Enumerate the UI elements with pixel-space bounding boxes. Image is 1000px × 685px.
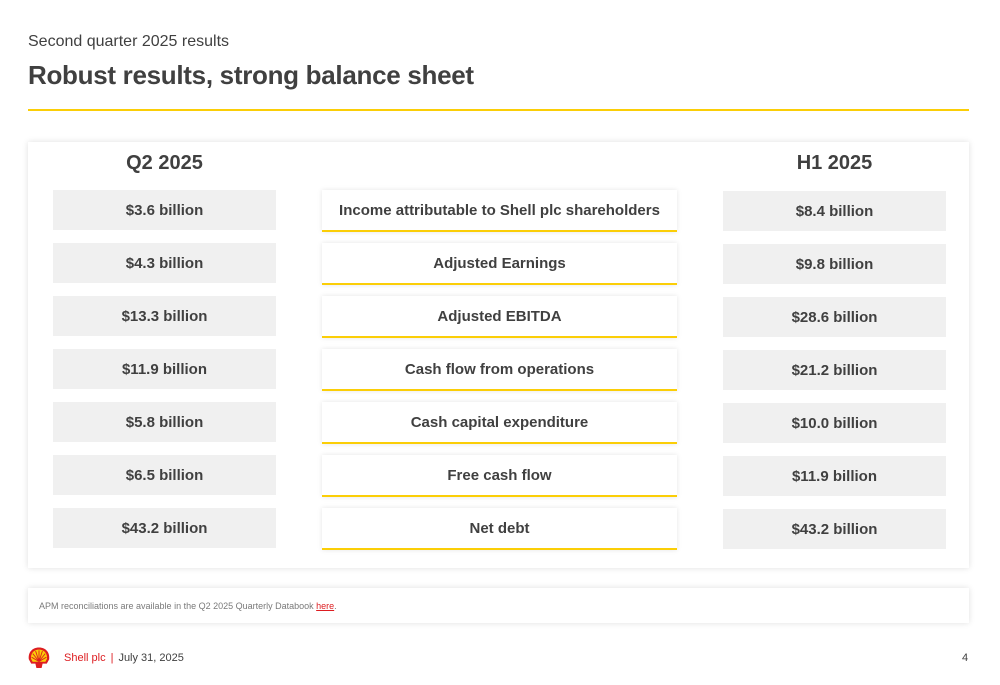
q2-column-heading: Q2 2025 xyxy=(126,152,203,174)
metric-label: Cash capital expenditure xyxy=(322,402,677,444)
q2-value: $4.3 billion xyxy=(53,243,276,283)
h1-value: $9.8 billion xyxy=(723,244,946,284)
q2-value: $5.8 billion xyxy=(53,402,276,442)
title-divider xyxy=(28,109,969,111)
footnote-box xyxy=(28,588,969,623)
footer xyxy=(64,652,184,664)
footnote-body: APM reconciliations are available in the Q2 2025 Quarterly Databook xyxy=(39,600,317,611)
h1-value: $28.6 billion xyxy=(723,297,946,337)
footnote-text xyxy=(39,601,337,611)
metric-label: Free cash flow xyxy=(322,455,677,497)
databook-link[interactable]: here xyxy=(316,600,335,611)
metric-label: Cash flow from operations xyxy=(322,349,677,391)
footer-brand: Shell plc xyxy=(64,652,106,664)
page-title: Robust results, strong balance sheet xyxy=(28,60,474,90)
metric-label: Income attributable to Shell plc shareholders xyxy=(322,190,677,232)
h1-value: $21.2 billion xyxy=(723,350,946,390)
q2-value: $11.9 billion xyxy=(53,349,276,389)
h1-column-heading: H1 2025 xyxy=(796,152,873,174)
h1-value: $43.2 billion xyxy=(723,509,946,549)
footer-separator: | xyxy=(110,652,114,664)
footer-date: July 31, 2025 xyxy=(118,652,184,664)
page-subtitle: Second quarter 2025 results xyxy=(28,33,230,50)
h1-value: $11.9 billion xyxy=(723,456,946,496)
h1-value: $10.0 billion xyxy=(723,403,946,443)
h1-value: $8.4 billion xyxy=(723,191,946,231)
q2-value: $6.5 billion xyxy=(53,455,276,495)
q2-value: $43.2 billion xyxy=(53,508,276,548)
q2-value: $13.3 billion xyxy=(53,296,276,336)
footnote-end: . xyxy=(334,600,337,611)
shell-pecten-icon xyxy=(27,646,51,670)
metric-label: Adjusted EBITDA xyxy=(322,296,677,338)
metric-label: Net debt xyxy=(322,508,677,550)
q2-value: $3.6 billion xyxy=(53,190,276,230)
metric-label: Adjusted Earnings xyxy=(322,243,677,285)
page-number: 4 xyxy=(962,652,969,664)
